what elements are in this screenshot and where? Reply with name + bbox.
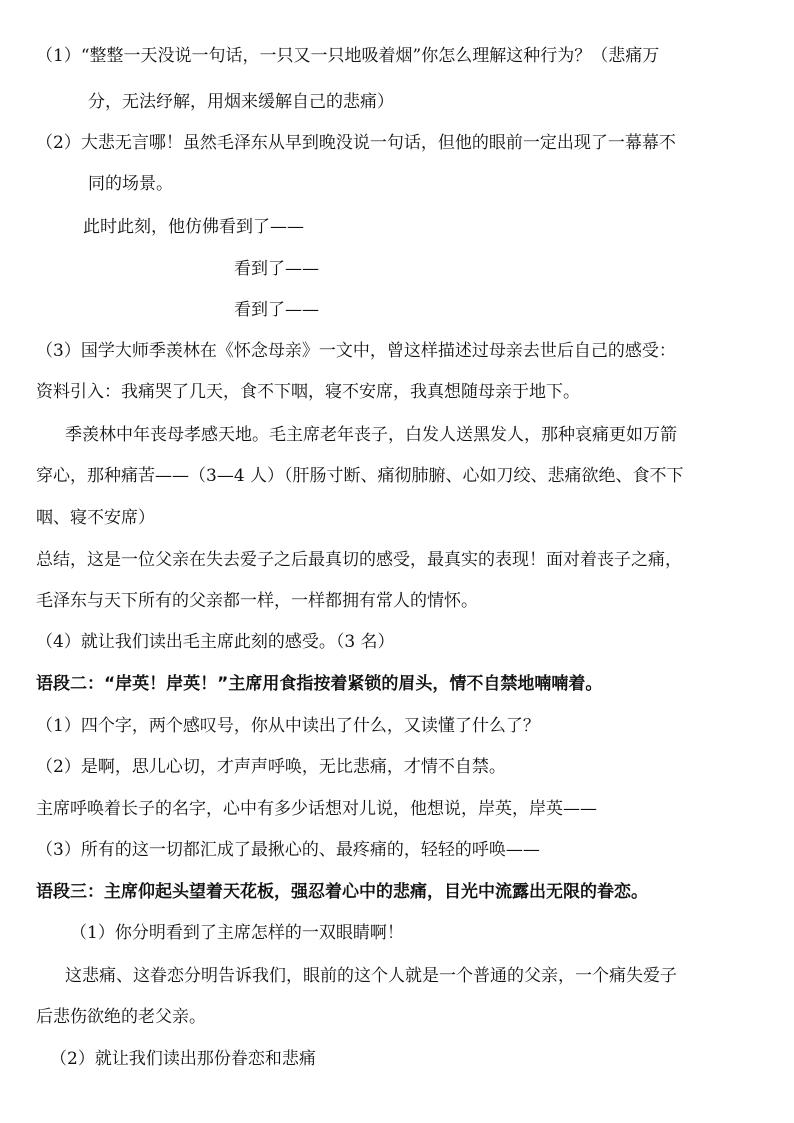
s2-q1: （1）四个字，两个感叹号，你从中读出了什么，又读懂了什么了？ (36, 716, 540, 736)
s2-q2: （2）是啊，思儿心切，才声声呼唤，无比悲痛，才情不自禁。 (36, 757, 506, 777)
summary-line: 总结，这是一位父亲在失去爱子之后最真切的感受，最真实的表现！面对着丧子之痛， (36, 550, 682, 570)
prompt-line-2: 看到了—— (234, 259, 319, 279)
s3-paragraph: 后悲伤欲绝的老父亲。 (36, 1007, 206, 1027)
section-heading-2: 语段二：“岸英！岸英！”主席用食指按着紧锁的眉头，情不自禁地喃喃着。 (36, 674, 603, 694)
s3-q2: （2）就让我们读出那份眷恋和悲痛 (50, 1049, 316, 1069)
material-quote: 资料引入：我痛哭了几天，食不下咽，寝不安席，我真想随母亲于地下。 (36, 382, 580, 402)
s3-q1: （1）你分明看到了主席怎样的一双眼睛啊！ (70, 923, 404, 943)
paragraph-line: 穿心，那种痛苦——（3—4 人）（肝肠寸断、痛彻肺腑、心如刀绞、悲痛欲绝、食不下 (36, 466, 684, 486)
q2-text-cont: 同的场景。 (88, 174, 173, 194)
q4-text: （4）就让我们读出毛主席此刻的感受。（3 名） (36, 632, 395, 652)
summary-line: 毛泽东与天下所有的父亲都一样，一样都拥有常人的情怀。 (36, 591, 478, 611)
q2-text: （2）大悲无言哪！虽然毛泽东从早到晚没说一句话，但他的眼前一定出现了一幕幕不 (36, 133, 676, 153)
paragraph-line: 咽、寝不安席） (36, 508, 155, 528)
section-heading-3: 语段三：主席仰起头望着天花板，强忍着心中的悲痛，目光中流露出无限的眷恋。 (36, 882, 648, 902)
q3-text: （3）国学大师季羡林在《怀念母亲》一文中，曾这样描述过母亲去世后自己的感受： (36, 341, 676, 361)
q1-text: （1）“整整一天没说一句话，一只又一只地吸着烟”你怎么理解这种行为？（悲痛万 (36, 46, 660, 66)
q1-answer: 分，无法纾解，用烟来缓解自己的悲痛） (88, 92, 394, 112)
s2-paragraph: 主席呼唤着长子的名字，心中有多少话想对儿说，他想说，岸英，岸英—— (36, 799, 597, 819)
prompt-line: 此时此刻，他仿佛看到了—— (83, 217, 304, 237)
s2-q3: （3）所有的这一切都汇成了最揪心的、最疼痛的，轻轻的呼唤—— (36, 840, 540, 860)
prompt-line-3: 看到了—— (234, 300, 319, 320)
s3-paragraph: 这悲痛、这眷恋分明告诉我们，眼前的这个人就是一个普通的父亲，一个痛失爱子 (65, 966, 677, 986)
paragraph-line: 季羡林中年丧母孝感天地。毛主席老年丧子，白发人送黑发人，那种哀痛更如万箭 (65, 425, 677, 445)
